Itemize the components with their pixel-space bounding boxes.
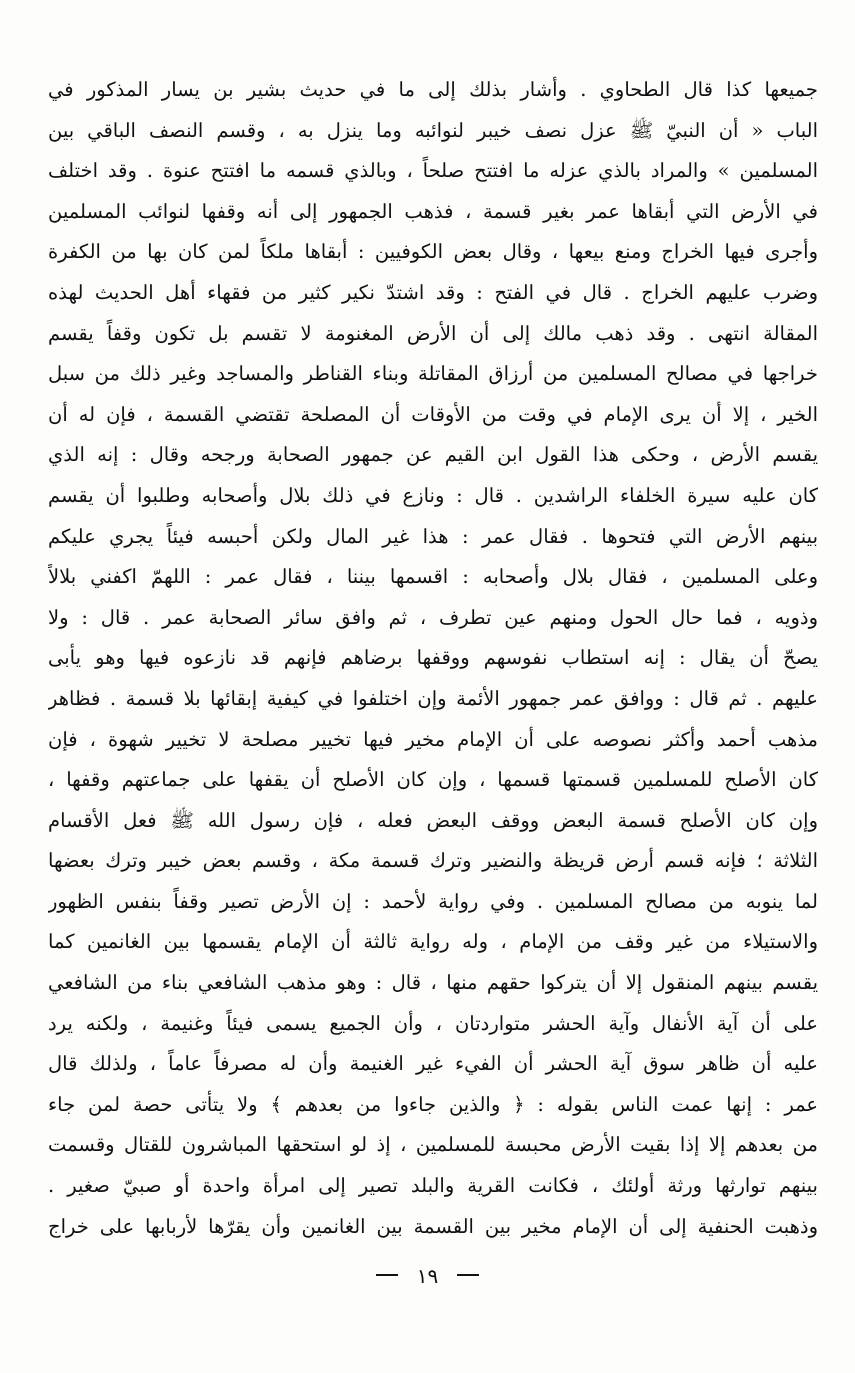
text-line: وذهبت الحنفية إلى أن الإمام مخير بين القسمة بين الغانمين وأن يقرّها لأربابها على خراج xyxy=(48,1214,818,1238)
body-text xyxy=(48,70,818,1247)
text-line: وذويه ، فما حال الحول ومنهم عين تطرف ، ثم وافق سائر الصحابة عمر . قال : ولا xyxy=(48,605,818,629)
text-line: مذهب أحمد وأكثر نصوصه على أن الإمام مخير فيها تخيير مصلحة لا تخيير شهوة ، فإن xyxy=(48,727,818,751)
text-line: في الأرض التي أبقاها عمر بغير قسمة ، فذهب الجمهور إلى أنه وقفها لنوائب المسلمين xyxy=(48,199,818,223)
text-line: والاستيلاء من غير وقف من الإمام ، وله رواية ثالثة أن الإمام يقسمها بين الغانمين كما xyxy=(48,930,818,954)
text-line: خراجها في مصالح المسلمين من أرزاق المقاتلة وبناء القناطر والمساجد وغير ذلك من سبل xyxy=(48,362,818,386)
text-line: لما ينوبه من مصالح المسلمين . وفي رواية لأحمد : إن الأرض تصير وقفاً بنفس الظهور xyxy=(48,889,818,913)
text-line: الباب « أن النبيّ ﷺ عزل نصف خيبر لنوائبه وما ينزل به ، وقسم النصف الباقي بين xyxy=(48,118,818,142)
page-number: ١٩ xyxy=(416,1264,439,1288)
text-line: المسلمين » والمراد بالذي عزله ما افتتح صلحاً ، وبالذي قسمه ما افتتح عنوة . وقد اختلف xyxy=(48,159,818,183)
text-line: بينهم توارثها ورثة أولئك ، فكانت القرية والبلد تصير إلى امرأة واحدة أو صبيّ صغير . xyxy=(48,1174,818,1198)
text-line: الثلاثة ؛ فإنه قسم أرض قريظة والنضير وترك قسمة مكة ، وقسم بعض خيبر وترك بعضها xyxy=(48,849,818,873)
text-line: كان الأصلح للمسلمين قسمتها قسمها ، وإن كان الأصلح أن يقفها على جماعتهم وقفها ، xyxy=(48,768,818,792)
page-number-dash-right xyxy=(376,1274,398,1276)
text-line: بينهم الأرض التي فتحوها . فقال عمر : هذا غير المال ولكن أحبسه فيئاً يجري عليكم xyxy=(48,524,818,548)
text-line: وعلى المسلمين ، فقال بلال وأصحابه : اقسمها بيننا ، فقال عمر : اللهمّ اكفني بلالاً xyxy=(48,565,818,589)
text-line: المقالة انتهى . وقد ذهب مالك إلى أن الأرض المغنومة لا تقسم بل تكون وقفاً يقسم xyxy=(48,321,818,345)
text-line: عليهم . ثم قال : ووافق عمر جمهور الأئمة وإن اختلفوا في كيفية إبقائها بلا قسمة . فظاهر xyxy=(48,686,818,710)
text-line: كان عليه سيرة الخلفاء الراشدين . قال : ونازع في ذلك بلال وأصحابه وطلبوا أن يقسم xyxy=(48,483,818,507)
text-line: على أن آية الأنفال وآية الحشر متواردتان ، وأن الجميع يسمى فيئاً وغنيمة ، ولكنه يرد xyxy=(48,1011,818,1035)
text-line: عمر : إنها عمت الناس بقوله : ﴿ والذين جاءوا من بعدهم ﴾ ولا يتأتى حصة لمن جاء xyxy=(48,1092,818,1116)
page-number-dash-left xyxy=(457,1274,479,1276)
text-line: يقسم بينهم المنقول إلا أن يتركوا حقهم منها ، قال : وهو مذهب الشافعي بناء من الشافعي xyxy=(48,971,818,995)
text-line: جميعها كذا قال الطحاوي . وأشار بذلك إلى ما في حديث بشير بن يسار المذكور في xyxy=(48,78,818,101)
text-line: وضرب عليهم الخراج . قال في الفتح : وقد اشتدّ نكير كثير من فقهاء أهل الحديث لهذه xyxy=(48,280,818,304)
text-line: يصحّ أن يقال : إنه استطاب نفوسهم ووقفها برضاهم فإنهم قد نازعوه فيها وهو يأبى xyxy=(48,646,818,670)
text-line: وإن كان الأصلح قسمة البعض ووقف البعض فعله ، فإن رسول الله ﷺ فعل الأقسام xyxy=(48,808,818,832)
text-line: من بعدهم إلا إذا بقيت الأرض محبسة للمسلمين ، إذ لو استحقها المباشرون للقتال وقسمت xyxy=(48,1133,818,1157)
page-number-footer xyxy=(0,1264,855,1288)
text-line: وأجرى فيها الخراج ومنع بيعها ، وقال بعض الكوفيين : أبقاها ملكاً لمن كان بها من الكفرة xyxy=(48,240,818,264)
text-line: يقسم الأرض ، وحكى هذا القول ابن القيم عن جمهور الصحابة ورجحه وقال : إنه الذي xyxy=(48,443,818,467)
text-line: عليه أن ظاهر سوق آية الحشر أن الفيء غير الغنيمة وأن له مصرفاً عاماً ، ولذلك قال xyxy=(48,1052,818,1076)
text-line: الخير ، إلا أن يرى الإمام في وقت من الأوقات أن المصلحة تقتضي القسمة ، فإن له أن xyxy=(48,402,818,426)
